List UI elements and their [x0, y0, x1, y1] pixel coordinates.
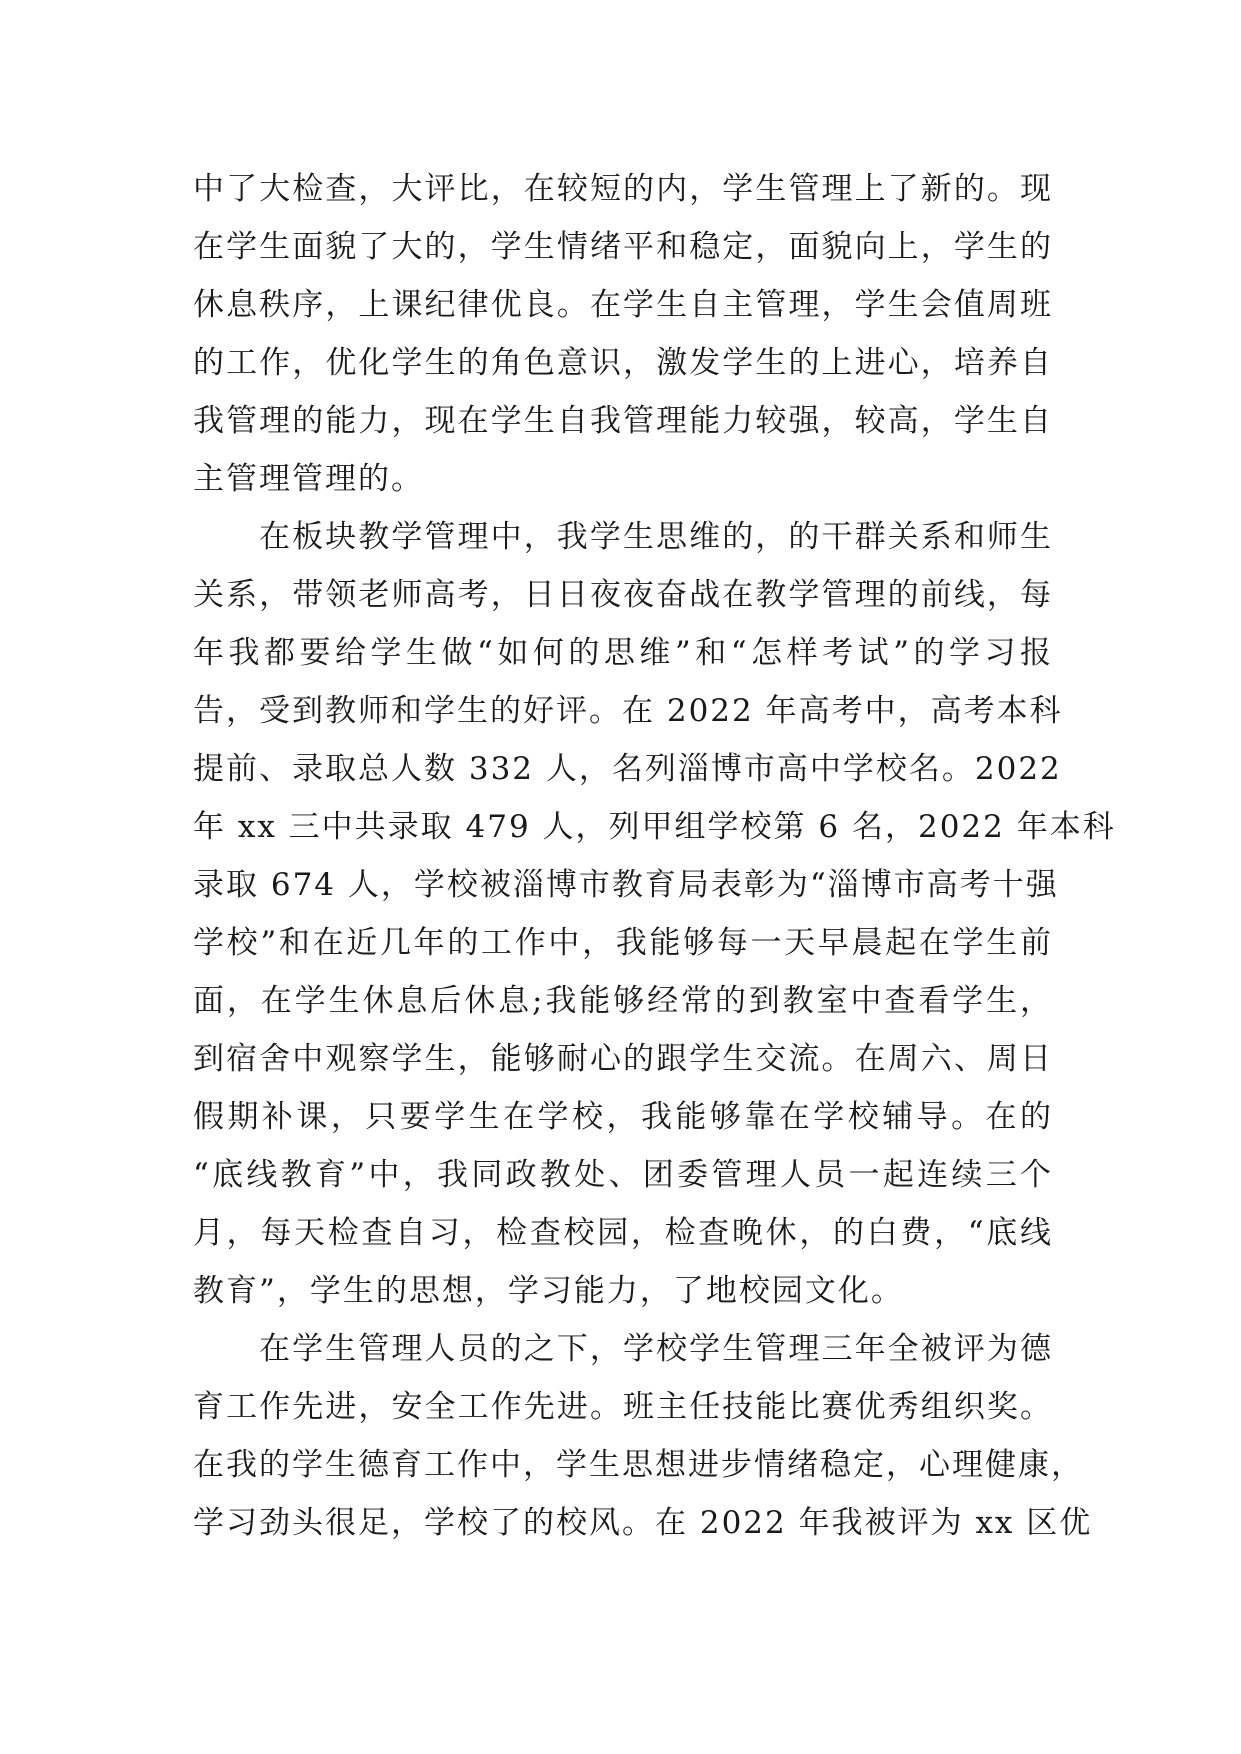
text-line: 中了大检查，大评比，在较短的内，学生管理上了新的。现: [193, 171, 1053, 207]
text-line: 在板块教学管理中，我学生思维的，的干群关系和师生: [259, 519, 1053, 555]
text-line: 教育”，学生的思想，学习能力，了地校园文化。: [193, 1273, 904, 1309]
document-body: [193, 160, 1116, 1552]
text-line: 学校”和在近几年的工作中，我能够每一天早晨起在学生前: [193, 925, 1053, 961]
text-line: 年 xx 三中共录取 479 人，列甲组学校第 6 名，2022 年本科: [193, 809, 1116, 845]
text-line: “底线教育”中，我同政教处、团委管理人员一起连续三个: [193, 1157, 1053, 1193]
text-line: 在我的学生德育工作中，学生思想进步情绪稳定，心理健康，: [193, 1447, 1084, 1483]
text-line: 休息秩序，上课纪律优良。在学生自主管理，学生会值周班: [193, 287, 1053, 323]
text-line: 关系，带领老师高考，日日夜夜奋战在教学管理的前线，每: [193, 577, 1053, 613]
text-line: 提前、录取总人数 332 人，名列淄博市高中学校名。2022: [193, 751, 1062, 787]
text-line: 到宿舍中观察学生，能够耐心的跟学生交流。在周六、周日: [193, 1041, 1053, 1077]
text-line: 的工作，优化学生的角色意识，激发学生的上进心，培养自: [193, 345, 1053, 381]
text-line: 主管理管理的。: [193, 461, 424, 497]
text-line: 告，受到教师和学生的好评。在 2022 年高考中，高考本科: [193, 693, 1063, 729]
text-line: 在学生面貌了大的，学生情绪平和稳定，面貌向上，学生的: [193, 229, 1053, 265]
text-line: 我管理的能力，现在学生自我管理能力较强，较高，学生自: [193, 403, 1053, 439]
text-line: 面，在学生休息后休息;我能够经常的到教室中查看学生，: [193, 983, 1053, 1019]
text-line: 月，每天检查自习，检查校园，检查晚休，的白费，“底线: [193, 1215, 1053, 1251]
text-line: 在学生管理人员的之下，学校学生管理三年全被评为德: [259, 1331, 1053, 1367]
text-line: 假期补课，只要学生在学校，我能够靠在学校辅导。在的: [193, 1099, 1053, 1135]
text-line: 录取 674 人，学校被淄博市教育局表彰为“淄博市高考十强: [193, 867, 1059, 903]
text-line: 年我都要给学生做“如何的思维”和“怎样考试”的学习报: [193, 635, 1053, 671]
text-line: 育工作先进，安全工作先进。班主任技能比赛优秀组织奖。: [193, 1389, 1053, 1425]
text-line: 学习劲头很足，学校了的校风。在 2022 年我被评为 xx 区优: [193, 1505, 1093, 1541]
